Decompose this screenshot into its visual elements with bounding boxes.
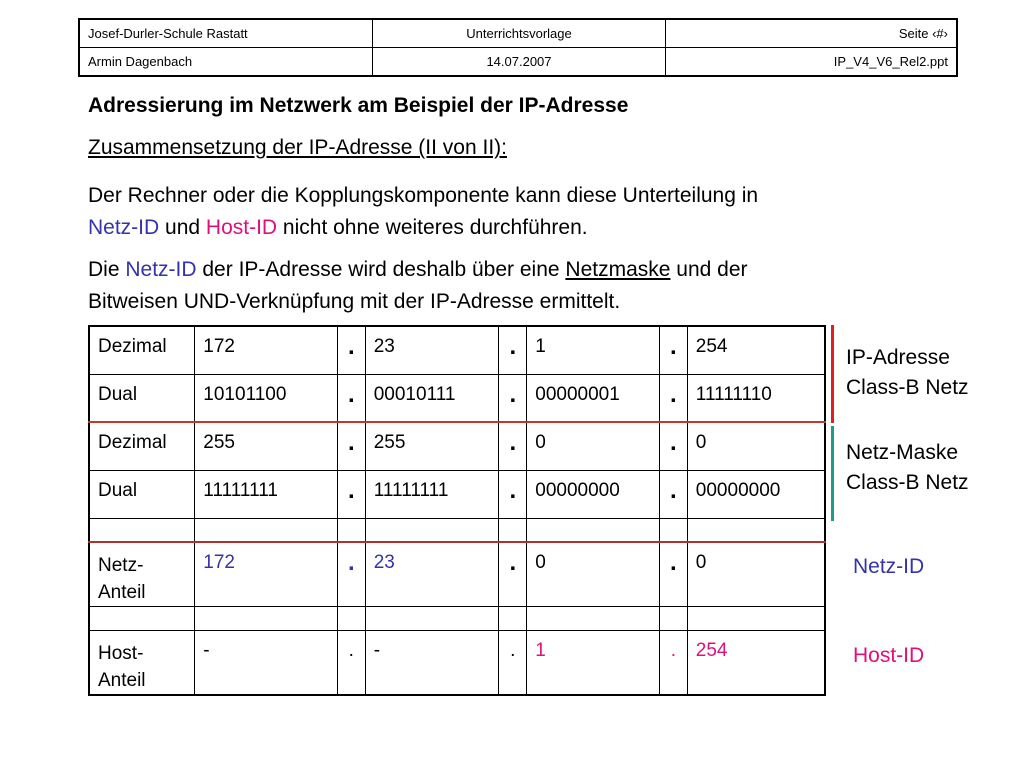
header-school: Josef-Durler-Schule Rastatt — [79, 19, 373, 48]
octet-1: 172 — [195, 542, 338, 607]
octet-3: 00000001 — [527, 374, 660, 422]
label-ip-address-line-1: IP-Adresse — [846, 346, 950, 369]
label-ip-address — [846, 343, 969, 403]
octet-3: 1 — [527, 631, 660, 696]
octet-4: 254 — [687, 326, 825, 374]
row-label: Host- Anteil — [89, 631, 195, 696]
empty-cell — [527, 607, 660, 631]
label-ip-address-line-2: Class-B Netz — [846, 376, 969, 399]
header-table — [78, 18, 958, 77]
octet-3: 0 — [527, 542, 660, 607]
table-row-empty — [89, 607, 825, 631]
label-netmask — [846, 438, 969, 498]
paragraph-1 — [88, 180, 938, 244]
octet-dot: . — [337, 631, 365, 696]
octet-dot: . — [499, 470, 527, 518]
octet-1: 172 — [195, 326, 338, 374]
octet-dot: . — [337, 470, 365, 518]
page-title: Adressierung im Netzwerk am Beispiel der IP-Adresse — [88, 94, 629, 117]
ip-table — [88, 325, 826, 696]
label-netmask-line-1: Netz-Maske — [846, 441, 959, 464]
empty-cell — [499, 518, 527, 542]
empty-cell — [687, 607, 825, 631]
octet-dot: . — [337, 326, 365, 374]
table-row-mask-dezimal — [89, 422, 825, 470]
paragraph-1-line-1: Der Rechner oder die Kopplungskomponente kann diese Unterteilung in — [88, 184, 759, 207]
octet-dot: . — [337, 542, 365, 607]
row-label: Netz- Anteil — [89, 542, 195, 607]
octet-dot: . — [337, 374, 365, 422]
empty-cell — [499, 607, 527, 631]
label-host-id: Host-ID — [853, 644, 925, 667]
host-id-term: Host-ID — [205, 216, 278, 239]
octet-4: 11111110 — [687, 374, 825, 422]
table-row-ip-dezimal — [89, 326, 825, 374]
octet-4: 0 — [687, 422, 825, 470]
header-file: IP_V4_V6_Rel2.ppt — [666, 48, 958, 77]
empty-cell — [195, 518, 338, 542]
header-row-2 — [79, 48, 957, 77]
empty-cell — [89, 607, 195, 631]
octet-dot: . — [499, 374, 527, 422]
octet-2: 00010111 — [365, 374, 499, 422]
octet-dot: . — [659, 470, 687, 518]
netz-id-term-2: Netz-ID — [125, 258, 197, 281]
page-subtitle: Zusammensetzung der IP-Adresse (II von II): — [88, 136, 507, 159]
octet-2: 11111111 — [365, 470, 499, 518]
octet-1: - — [195, 631, 338, 696]
octet-4: 0 — [687, 542, 825, 607]
empty-cell — [337, 607, 365, 631]
table-row-host-anteil — [89, 631, 825, 696]
netz-id-term: Netz-ID — [88, 216, 160, 239]
empty-cell — [89, 518, 195, 542]
empty-cell — [527, 518, 660, 542]
octet-dot: . — [499, 422, 527, 470]
empty-cell — [195, 607, 338, 631]
paragraph-1-und: und — [159, 216, 206, 239]
paragraph-1-rest: nicht ohne weiteres durchführen. — [277, 216, 588, 239]
row-label: Dual — [89, 470, 195, 518]
row-label: Dezimal — [89, 422, 195, 470]
header-author: Armin Dagenbach — [79, 48, 373, 77]
octet-dot: . — [337, 422, 365, 470]
paragraph-2-mid: der IP-Adresse wird deshalb über eine — [196, 258, 566, 281]
octet-dot: . — [659, 631, 687, 696]
octet-4: 254 — [687, 631, 825, 696]
empty-cell — [659, 518, 687, 542]
octet-3: 1 — [527, 326, 660, 374]
octet-1: 10101100 — [195, 374, 338, 422]
header-page: Seite ‹#› — [666, 19, 958, 48]
octet-2: 23 — [365, 542, 499, 607]
label-netmask-line-2: Class-B Netz — [846, 471, 969, 494]
netzmaske-term: Netzmaske — [565, 258, 671, 281]
ip-address-bracket — [831, 325, 834, 423]
netmask-bracket — [831, 426, 834, 521]
header-doc-type: Unterrichtsvorlage — [373, 19, 666, 48]
octet-2: 23 — [365, 326, 499, 374]
header-date: 14.07.2007 — [373, 48, 666, 77]
paragraph-2-end: und der — [670, 258, 748, 281]
octet-1: 11111111 — [195, 470, 338, 518]
header-row-1 — [79, 19, 957, 48]
empty-cell — [659, 607, 687, 631]
table-row-ip-dual — [89, 374, 825, 422]
octet-dot: . — [659, 542, 687, 607]
table-row-netz-anteil — [89, 542, 825, 607]
empty-cell — [337, 518, 365, 542]
empty-cell — [365, 518, 499, 542]
empty-cell — [365, 607, 499, 631]
octet-dot: . — [499, 326, 527, 374]
octet-dot: . — [659, 422, 687, 470]
table-row-empty — [89, 518, 825, 542]
octet-4: 00000000 — [687, 470, 825, 518]
octet-3: 0 — [527, 422, 660, 470]
octet-2: - — [365, 631, 499, 696]
row-label: Dual — [89, 374, 195, 422]
paragraph-2 — [88, 254, 938, 318]
label-netz-id: Netz-ID — [853, 555, 925, 578]
octet-2: 255 — [365, 422, 499, 470]
octet-dot: . — [499, 542, 527, 607]
octet-dot: . — [659, 326, 687, 374]
octet-dot: . — [659, 374, 687, 422]
table-row-mask-dual — [89, 470, 825, 518]
row-label: Dezimal — [89, 326, 195, 374]
octet-1: 255 — [195, 422, 338, 470]
octet-3: 00000000 — [527, 470, 660, 518]
octet-dot: . — [499, 631, 527, 696]
paragraph-2-start: Die — [88, 258, 126, 281]
paragraph-2-line-2: Bitweisen UND-Verknüpfung mit der IP-Adresse ermittelt. — [88, 290, 621, 313]
empty-cell — [687, 518, 825, 542]
